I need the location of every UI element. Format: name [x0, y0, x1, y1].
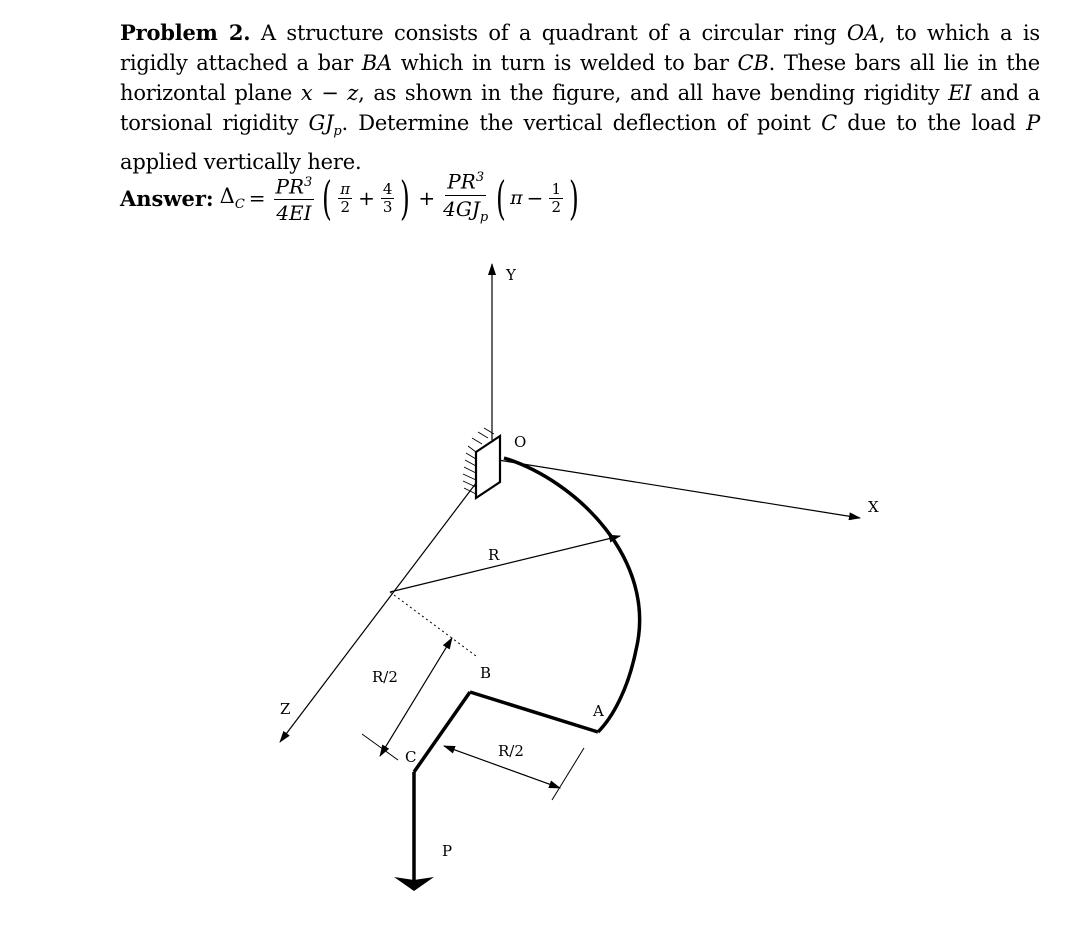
math-plane: x − z [300, 81, 359, 105]
two-den: 2 [551, 197, 561, 216]
math-p-sub: p [333, 124, 342, 140]
math-gj: GJ [308, 111, 334, 135]
label-b: B [480, 664, 492, 682]
dotted-guide [390, 592, 476, 656]
math-cb: CB [737, 51, 769, 75]
problem-text: . Determine the vertical deflection of point [341, 111, 822, 135]
label-p: P [442, 842, 453, 860]
term1-denominator: 4EI [276, 201, 312, 226]
math-ei: EI [948, 81, 972, 105]
one-num: 1 [551, 179, 561, 198]
problem-text: , as shown in the figure, and all have bending rigidity [358, 81, 949, 105]
pi-symbol: π [510, 187, 523, 209]
x-axis [498, 460, 860, 518]
problem-text: which in turn is welded to bar [391, 51, 738, 75]
left-paren: ( [322, 171, 333, 225]
right-paren: ) [569, 171, 579, 225]
ring-oa [504, 458, 640, 732]
problem-text: . These bars all lie in the horizontal plane [120, 51, 1041, 105]
plus-sign: + [358, 186, 375, 210]
label-r: R [488, 546, 500, 564]
t2-num-sup: 3 [475, 170, 485, 186]
math-ba: BA [361, 51, 392, 75]
label-o: O [514, 433, 527, 451]
t2-den-text: 4GJ [443, 196, 480, 221]
problem-text: and a torsional rigidity [120, 81, 1040, 135]
problem-text: due to the load [836, 111, 1027, 135]
label-r2-bottom: R/2 [498, 742, 524, 760]
label-r2-left: R/2 [372, 668, 398, 686]
t1-num-sup: 3 [304, 174, 313, 190]
problem-text: , to which a is rigidly attached a bar [120, 21, 1040, 75]
minus-sign: − [526, 186, 544, 210]
dim-left-line-2 [380, 638, 452, 756]
t2-den-sub: p [479, 209, 489, 225]
bar-bc [414, 692, 470, 772]
dim-bottom-tick [552, 748, 584, 800]
answer-label: Answer: [120, 185, 214, 211]
math-c: C [821, 111, 837, 135]
label-x: X [868, 498, 879, 516]
problem-text: applied vertically here. [120, 150, 362, 175]
dim-left-tick [362, 734, 398, 760]
label-y: Y [506, 266, 516, 284]
pi-num: π [340, 179, 351, 198]
problem-text: A structure consists of a quadrant of a circular ring [260, 21, 847, 45]
plus-sign: + [418, 186, 436, 210]
three-den: 3 [382, 197, 393, 216]
left-paren: ( [496, 171, 507, 225]
equals-sign: = [248, 186, 266, 210]
label-z: Z [280, 700, 291, 718]
math-p: P [1026, 111, 1040, 135]
delta-sub: C [234, 197, 245, 213]
math-oa: OA [846, 21, 879, 45]
delta-symbol: Δ [219, 183, 235, 208]
two-den: 2 [340, 197, 350, 216]
t2-num-text: PR [447, 169, 476, 194]
bar-ab [470, 692, 598, 732]
z-axis [280, 462, 492, 742]
problem-heading: Problem 2. [120, 20, 251, 45]
radius-line [390, 536, 620, 592]
label-c: C [405, 748, 417, 766]
four-num: 4 [382, 179, 393, 198]
right-paren: ) [400, 171, 411, 225]
fixed-support [463, 428, 500, 498]
t1-num-text: PR [275, 174, 305, 199]
label-a: A [593, 702, 604, 720]
